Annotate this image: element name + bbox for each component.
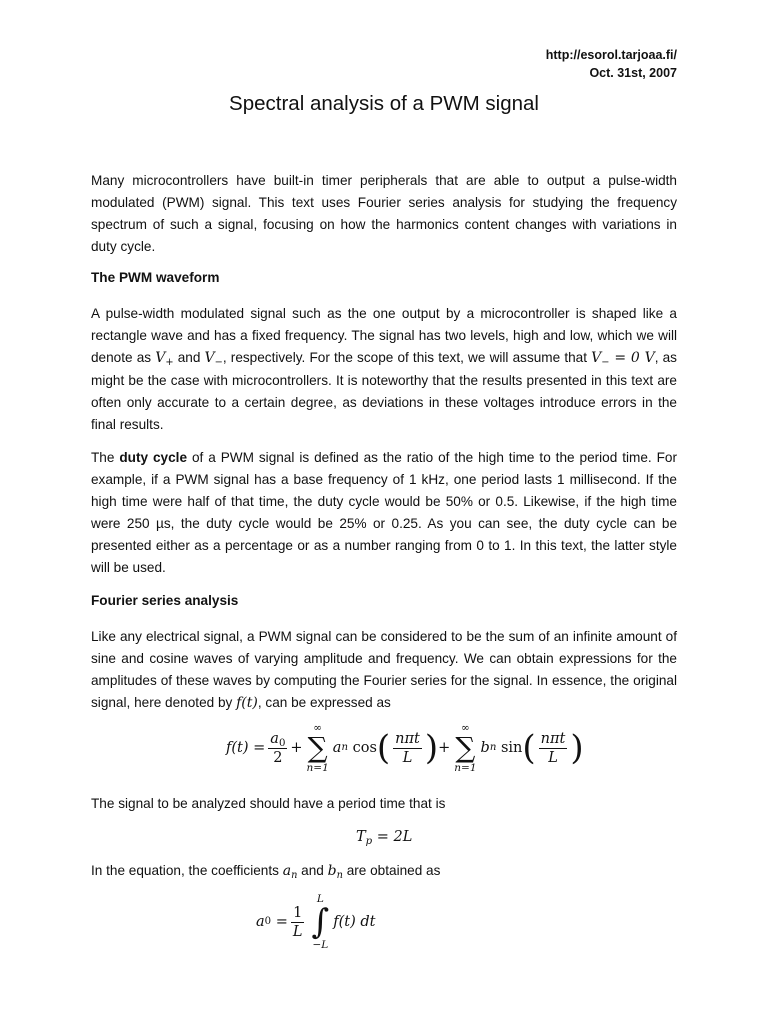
- header-block: [546, 46, 677, 82]
- fourier-paragraph-1: [91, 626, 677, 715]
- header-date: Oct. 31st, 2007: [589, 66, 677, 80]
- text-run: of a PWM signal is defined as the ratio of the high time to the period time. For example, if a PWM signal has a base frequency of 1 kHz, one period lasts 1 millisecond. If the high time were half of that time, the duty cycle would be 50% or 0.5. Likewise, if the high time were 250 µs, the duty cycle would be 25% or 0.25. As you can see, the duty cycle can be presented either as a percentage or as a number ranging from 0 to 1. In this text, the latter style will be used.: [91, 450, 677, 575]
- fourier-series-equation: f(t) = $\frac{a_0}{2}$ + ∞ ∑ n=1 a n cos ( $\frac{\text{nπt}}{L}$ ) + ∞ ∑ n=1 b n sin ( $\frac{\text{nπt}}{L}$ ): [226, 722, 584, 774]
- f-t-symbol: f(t): [236, 694, 258, 711]
- v-minus-zero-equation: $V_- = 0$ V: [591, 349, 655, 368]
- text-run: are obtained as: [346, 863, 441, 878]
- text-run: , as might be the case with microcontrollers. It is noteworthy that the results presented in this text are often only accurate to a certain degree, as deviations in these voltages introduce errors in the final results.: [91, 349, 677, 432]
- pwm-waveform-paragraph-1: [91, 303, 677, 435]
- intro-paragraph: Many microcontrollers have built-in timer peripherals that are able to output a pulse-width modulated (PWM) signal. This text uses Fourier series analysis for studying the frequency spectrum of such a signal, focusing on how the harmonics content changes with variations in duty cycle.: [91, 173, 677, 254]
- text-run: A pulse-width modulated signal such as the one output by a microcontroller is shaped like a rectangle wave and has a fixed frequency. The signal has two levels, high and low, which we will denote as: [91, 306, 677, 365]
- bn-symbol: $b_n$: [327, 863, 343, 881]
- a0-equation: a 0 = $\frac{1}{L}$ L ∫ −L f(t) dt: [256, 893, 376, 951]
- text-run: and: [301, 863, 324, 878]
- page-title: Spectral analysis of a PWM signal: [229, 92, 539, 115]
- v-plus-symbol: $V_+$: [155, 349, 174, 368]
- duty-cycle-term: duty cycle: [119, 450, 188, 465]
- text-run: , can be expressed as: [257, 694, 391, 710]
- coefficients-paragraph: [91, 860, 677, 883]
- text-run: The: [91, 450, 115, 465]
- section-heading-pwm-waveform: The PWM waveform: [91, 270, 220, 285]
- pwm-waveform-paragraph-2: [91, 447, 677, 578]
- header-url[interactable]: http://esorol.tarjoaa.fi/: [545, 48, 677, 62]
- v-minus-symbol: $V_-$: [204, 349, 223, 368]
- text-run: and: [177, 349, 201, 365]
- text-run: , respectively. For the scope of this text, we will assume that: [222, 349, 587, 365]
- section-heading-fourier: Fourier series analysis: [91, 593, 239, 608]
- text-run: In the equation, the coefficients: [91, 863, 279, 878]
- text-run: Like any electrical signal, a PWM signal can be considered to be the sum of an infinite amount of sine and cosine waves of varying amplitude and frequency. We can obtain expressions for the amplitudes of these waves by computing the Fourier series for the signal. In essence, the original signal, here denoted by: [91, 629, 677, 710]
- period-time-paragraph: The signal to be analyzed should have a period time that is: [91, 796, 446, 811]
- period-equation: $T_p = 2L$: [356, 829, 413, 848]
- an-symbol: $a_n$: [282, 863, 298, 881]
